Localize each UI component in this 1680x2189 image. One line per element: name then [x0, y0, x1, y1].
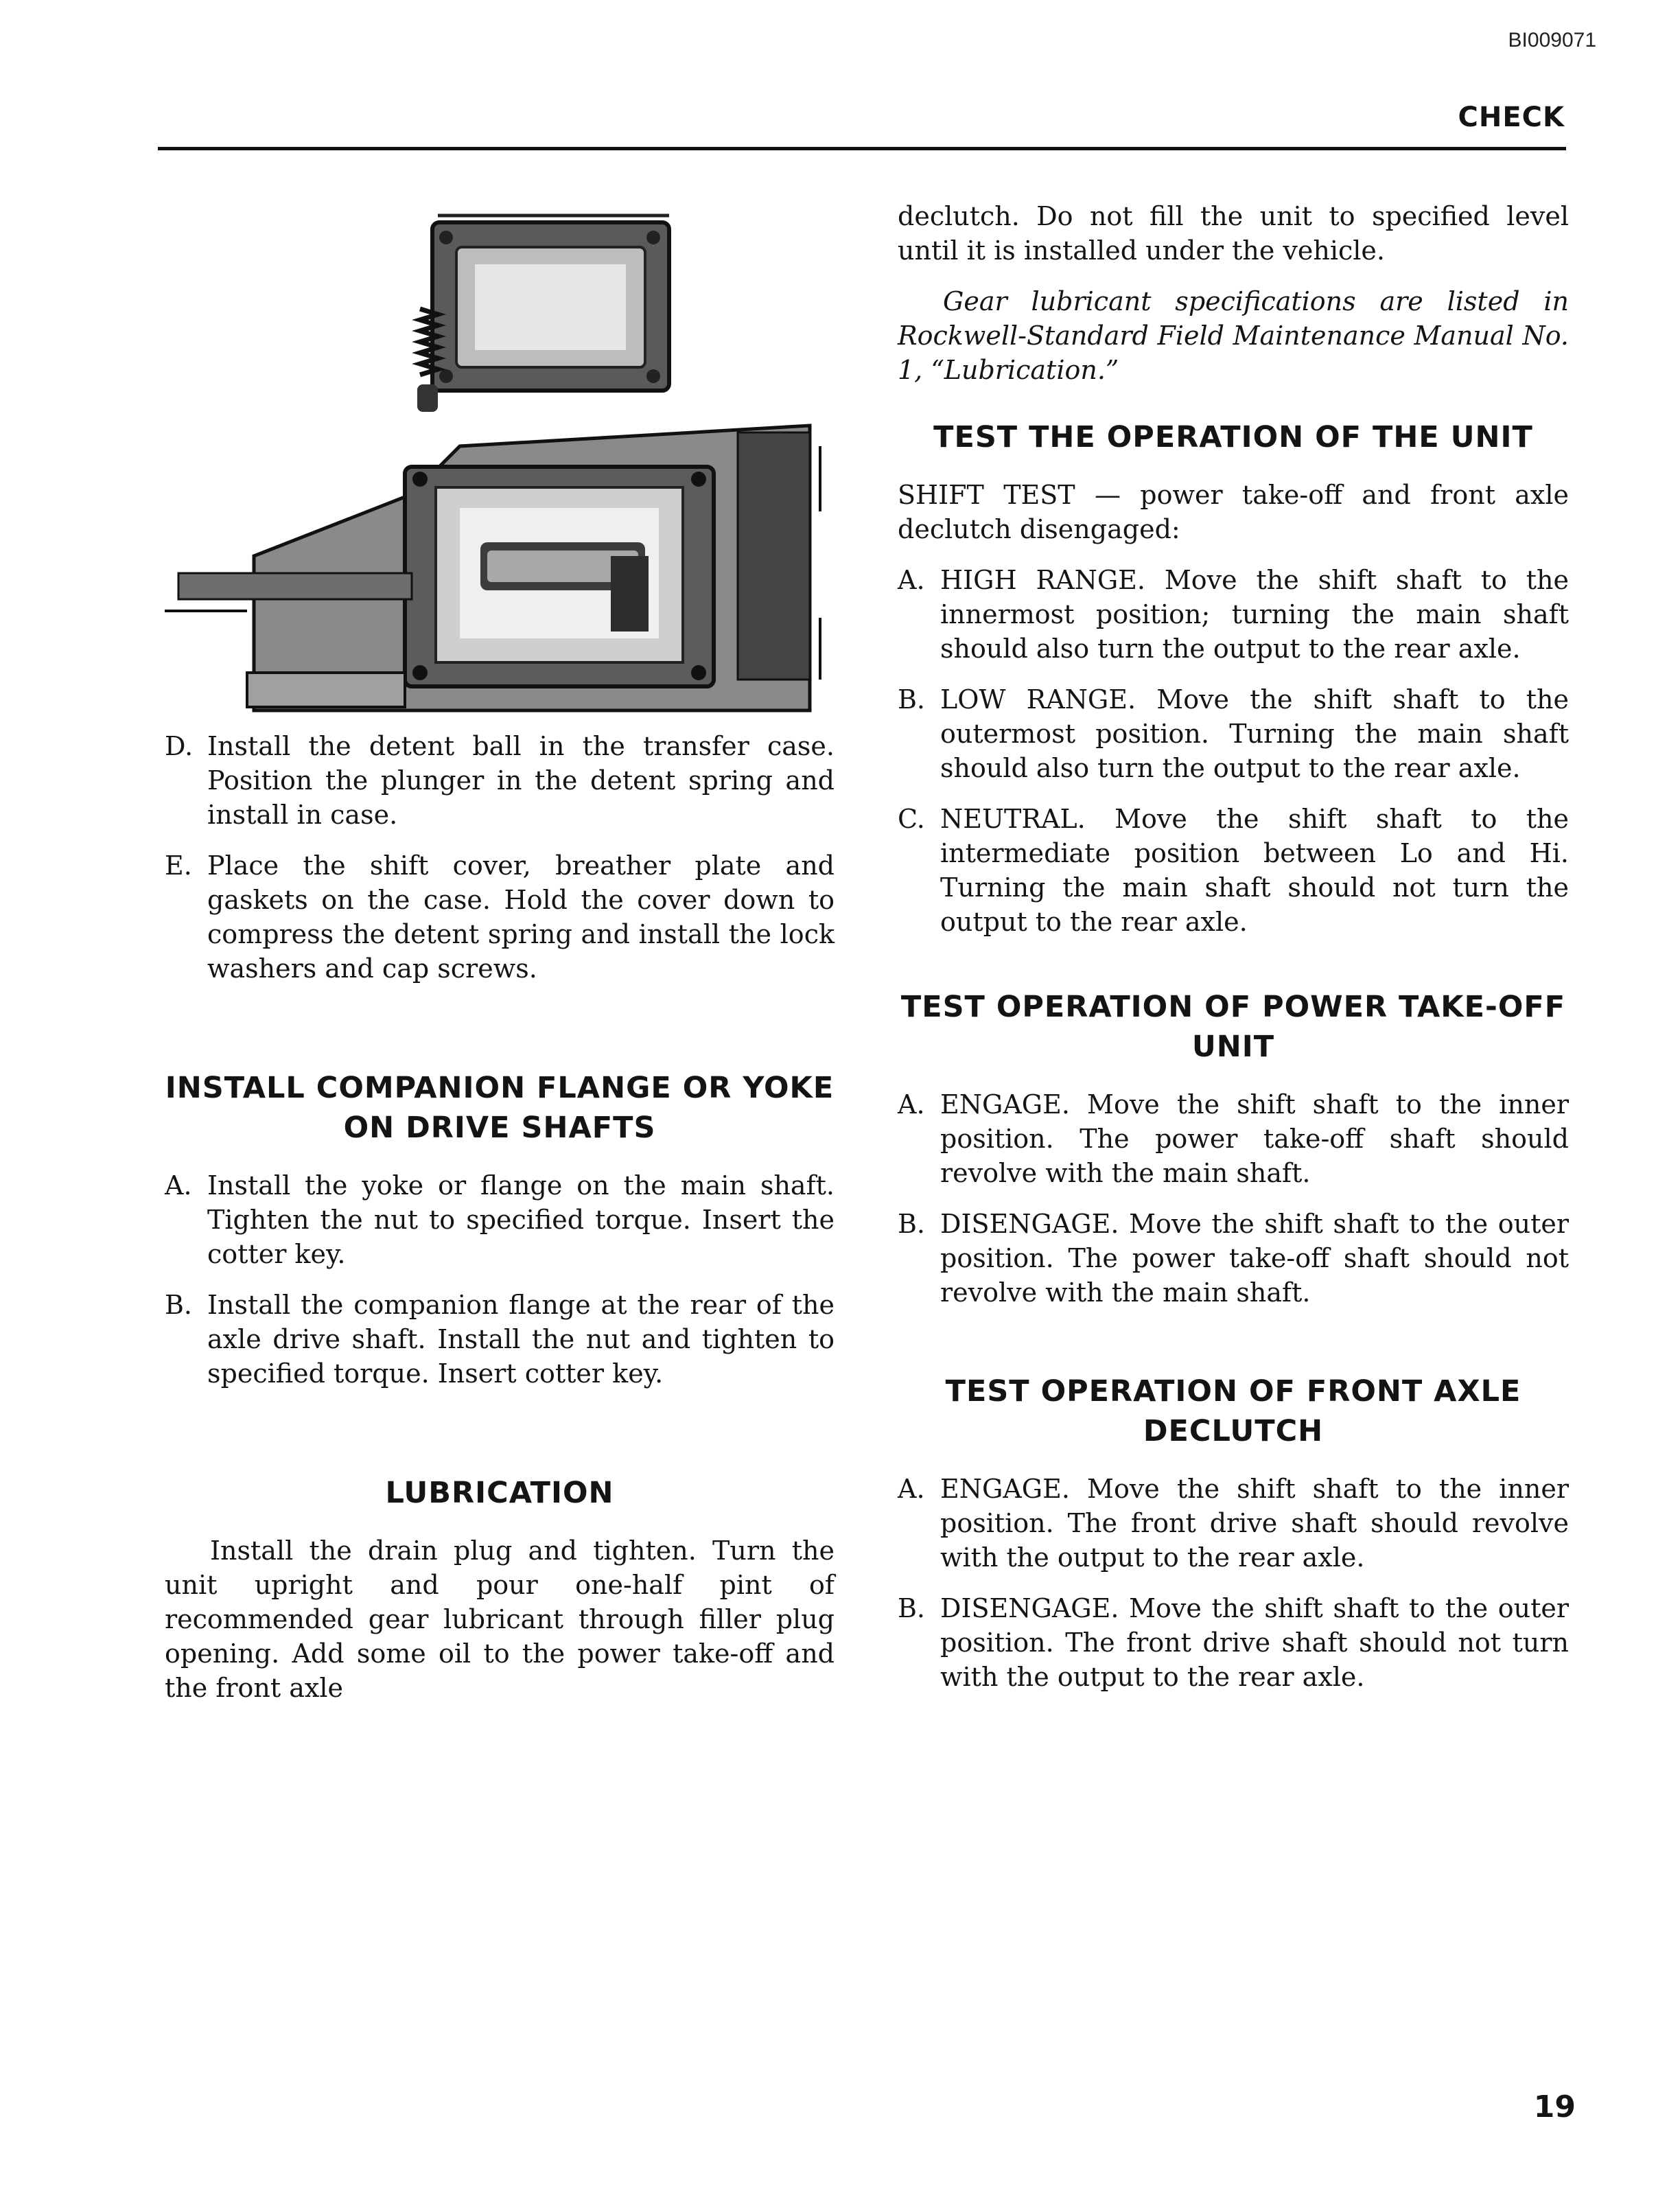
step-b [898, 1207, 1569, 1310]
transfer-case-shift-cover-icon [165, 199, 835, 721]
step-letter: D. [165, 731, 194, 761]
step-a [165, 1168, 835, 1271]
step-letter: C. [898, 804, 925, 834]
step-letter: A. [165, 1170, 192, 1201]
step-d [165, 729, 835, 832]
step-letter: E. [165, 850, 192, 881]
step-e [165, 848, 835, 986]
shift-test-intro: SHIFT TEST — power take-off and front axle declutch disengaged: [898, 480, 1569, 544]
section-heading-test-pto: TEST OPERATION OF POWER TAKE-OFF UNIT [900, 990, 1566, 1064]
step-letter: B. [898, 1593, 926, 1623]
step-b [898, 1591, 1569, 1694]
lubrication-text: Install the drain plug and tighten. Turn the unit upright and pour one-half pint of recommended gear lubricant through filler plug opening. Add some oil to the power take-off and the front axle [165, 1536, 835, 1703]
right-column [898, 199, 1569, 1711]
step-text: NEUTRAL. Move the shift shaft to the intermediate position between Lo and Hi. Turning the main shaft should not turn the output to the rear axle. [940, 804, 1569, 937]
step-b [165, 1288, 835, 1391]
section-title: CHECK [1458, 102, 1565, 133]
step-text: DISENGAGE. Move the shift shaft to the outer position. The power take-off shaft should not revolve with the main shaft. [940, 1209, 1569, 1308]
step-text: ENGAGE. Move the shift shaft to the inner position. The power take-off shaft should revolve with the main shaft. [940, 1089, 1569, 1188]
step-letter: A. [898, 1089, 925, 1120]
step-text: Install the yoke or flange on the main shaft. Tighten the nut to specified torque. Insert the cotter key. [207, 1170, 835, 1269]
section-heading-lubrication: LUBRICATION [385, 1476, 614, 1510]
step-letter: A. [898, 565, 925, 595]
step-letter: B. [165, 1290, 193, 1320]
document-id: BI009071 [1508, 29, 1596, 51]
step-a [898, 1472, 1569, 1575]
section-heading-test-declutch: TEST OPERATION OF FRONT AXLE DECLUTCH [945, 1374, 1521, 1448]
step-c [898, 802, 1569, 939]
step-text: Place the shift cover, breather plate and gaskets on the case. Hold the cover down to compress the detent spring and install the lock washers and cap screws. [207, 850, 835, 984]
step-text: HIGH RANGE. Move the shift shaft to the innermost position; turning the main shaft should also turn the output to the rear axle. [940, 565, 1569, 664]
step-letter: B. [898, 684, 926, 715]
lubricant-spec-note: Gear lubricant specifications are listed in Rockwell-Standard Field Maintenance Manual No. 1, “Lubrication.” [898, 286, 1569, 385]
step-letter: B. [898, 1209, 926, 1239]
left-column [165, 199, 835, 1722]
step-text: ENGAGE. Move the shift shaft to the inner position. The front drive shaft should revolve with the output to the rear axle. [940, 1474, 1569, 1573]
step-letter: A. [898, 1474, 925, 1504]
section-heading-test-unit: TEST THE OPERATION OF THE UNIT [933, 420, 1533, 454]
header-rule [158, 147, 1566, 150]
step-text: Install the companion flange at the rear of the axle drive shaft. Install the nut and tighten to specified torque. Insert cotter key. [207, 1290, 835, 1389]
continuation-text: declutch. Do not fill the unit to specified level until it is installed under the vehicle. [898, 201, 1569, 266]
transfer-case-figure [165, 199, 835, 721]
page-number: 19 [1533, 2089, 1576, 2124]
step-text: LOW RANGE. Move the shift shaft to the outermost position. Turning the main shaft should also turn the output to the rear axle. [940, 684, 1569, 783]
step-text: DISENGAGE. Move the shift shaft to the outer position. The front drive shaft should not turn with the output to the rear axle. [940, 1593, 1569, 1692]
step-b [898, 682, 1569, 785]
step-a [898, 563, 1569, 666]
section-heading-companion-flange: INSTALL COMPANION FLANGE OR YOKE ON DRIVE SHAFTS [165, 1071, 835, 1145]
step-text: Install the detent ball in the transfer case. Position the plunger in the detent spring and install in case. [207, 731, 835, 830]
step-a [898, 1087, 1569, 1190]
